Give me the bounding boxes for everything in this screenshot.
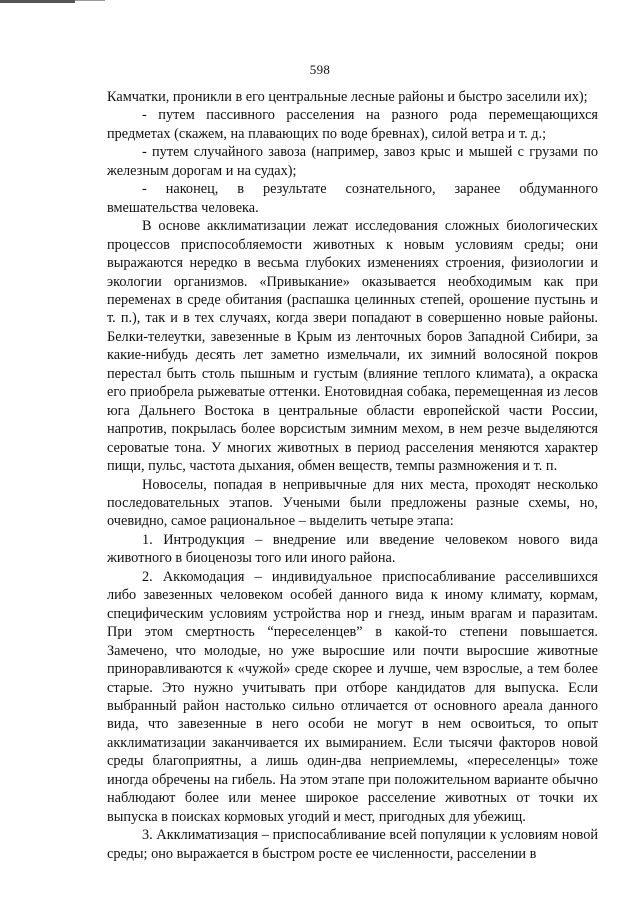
paragraph-1: Камчатки, проникли в его центральные лесные районы и быстро заселили их); [107,89,588,105]
paragraph-2: - путем пассивного расселения на разного рода перемещающихся предметах (скажем, на плавающих по воде бревнах), силой ветра и т. д.; [107,107,598,142]
paragraph-5: В основе акклиматизации лежат исследования сложных биологических процессов приспособляемости животных к новым условиям среды; они выражаются нередко в весьма глубоких изменениях строения, физиологии и экологии организмов. «Привыкание» оказывается необходимым как при переменах в среде обитания (распашка целинных степей, орошение пустынь и т. п.), так и в тех случаях, когда звери попадают в совершенно новые районы. Белки-телеутки, завезенные в Крым из ленточных боров Западной Сибири, за какие-нибудь десять лет заметно измельчали, их зимний волосяной покров перестал быть столь пышным и густым (влияние теплого климата), а окраска его приобрела рыжеватые оттенки. Енотовидная собака, перемещенная из лесов юга Дальнего Востока в центральные области европейской части России, напротив, покрылась более ворсистым зимним мехом, в нем резче выделяются сероватые тона. У многих животных в период расселения меняются характер пищи, пульс, частота дыхания, обмен веществ, темпы размножения и т. п. [107,218,598,475]
page-body [107,88,598,863]
paragraph-9: 3. Акклиматизация – приспосабливание всей популяции к условиям новой среды; оно выражается в быстром росте ее численности, расселении в [107,827,598,862]
paragraph-8: 2. Аккомодация – индивидуальное приспосабливание расселившихся либо завезенных человеком особей данного вида к иному климату, кормам, специфическим условиям устройства нор и гнезд, иным врагам и паразитам. При этом смертность “переселенцев” в какой-то степени повышается. Замечено, что молодые, но уже выросшие или почти выросшие животные приноравливаются к «чужой» среде скорее и лучше, чем взрослые, а тем более старые. Это нужно учитывать при отборе кандидатов для выпуска. Если выбранный район настолько сильно отличается от основного ареала данного вида, что завезенные в него особи не могут в нем освоиться, то опыт акклиматизации заканчивается их вымиранием. Если тысячи факторов новой среды благоприятны, а лишь один-два неприемлемы, «переселенцы» тоже иногда обречены на гибель. На этом этапе при положительном варианте обычно наблюдают более или менее широкое расселение животных от точки их выпуска в поисках кормовых угодий и мест, пригодных для убежищ. [107,568,598,825]
scan-edge-mark-thin [75,0,105,1]
scan-edge-mark [0,0,75,3]
paragraph-4: - наконец, в результате сознательного, заранее обдуманного вмешательства человека. [107,181,598,216]
paragraph-6: Новоселы, попадая в непривычные для них места, проходят несколько последовательных этапов. Учеными были предложены разные схемы, но, очевидно, самое рациональное – выделить четыре этапа: [107,476,598,530]
paragraph-3: - путем случайного завоза (например, завоз крыс и мышей с грузами по железным дорогам и на судах); [107,144,598,179]
page-number: 598 [309,62,331,77]
paragraph-7: 1. Интродукция – внедрение или введение человеком нового вида животного в биоценозы того или иного района. [107,531,598,567]
